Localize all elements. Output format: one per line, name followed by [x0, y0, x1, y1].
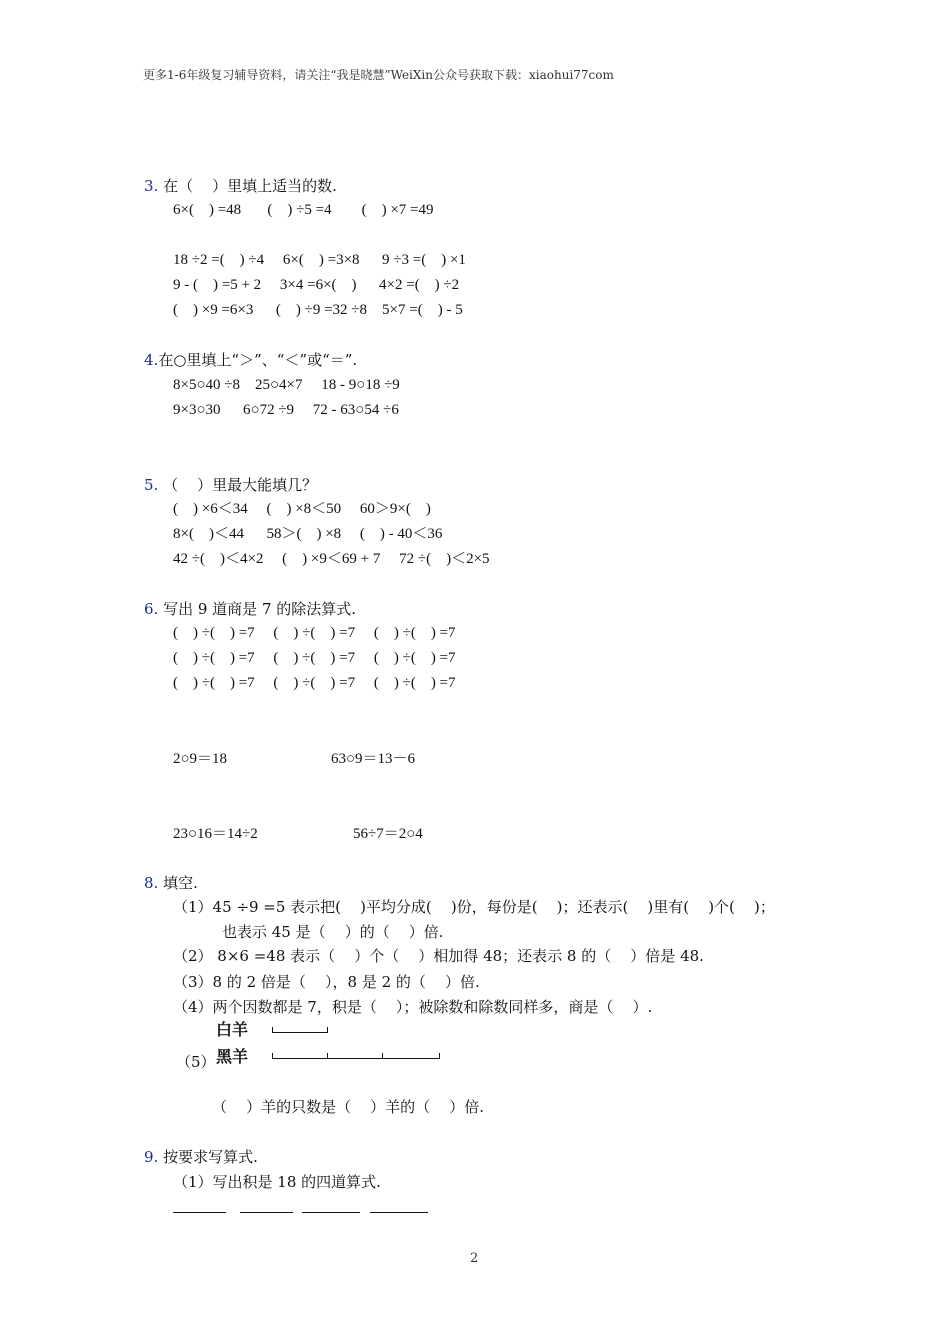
black-sheep-bar-3	[382, 1053, 440, 1059]
q8-line-5-label: （5）	[176, 1053, 216, 1071]
q8-line-4: （4）两个因数都是 7，积是（ ）；被除数和除数同样多，商是（ ）.	[173, 998, 653, 1016]
answer-blank-3[interactable]	[302, 1212, 360, 1213]
question-3-title: 3. 在（ ）里填上适当的数.	[144, 177, 337, 195]
q3-line-1: 6×( ) =48 ( ) ÷5 =4 ( ) ×7 =49	[173, 202, 434, 218]
black-sheep-bar-1	[272, 1053, 328, 1059]
question-9-number: 9.	[144, 1148, 159, 1166]
question-3-number: 3.	[144, 177, 159, 195]
q6-line-3: ( ) ÷( ) =7 ( ) ÷( ) =7 ( ) ÷( ) =7	[173, 675, 456, 691]
question-6-number: 6.	[144, 600, 159, 618]
question-8-number: 8.	[144, 874, 159, 892]
page-header: 更多1-6年级复习辅导资料，请关注“我是晓慧”WeiXin公众号获取下载：xiaohui77com	[143, 68, 614, 82]
question-4-title: 4.在○里填上“＞”、“＜”或“＝”.	[144, 351, 358, 369]
question-5-title: 5. （ ）里最大能填几？	[144, 476, 318, 494]
q8-line-2: （2） 8×6 =48 表示（ ）个（ ）相加得 48；还表示 8 的（ ）倍是 48.	[173, 947, 704, 965]
question-9-title: 9. 按要求写算式.	[144, 1148, 258, 1166]
question-4-number: 4.	[144, 351, 159, 369]
q8-line-1: （1）45 ÷9 =5 表示把( )平均分成( )份，每份是( )；还表示( )里有( )个( )；	[173, 898, 775, 916]
answer-blank-4[interactable]	[370, 1212, 428, 1213]
q8-line-1b: 也表示 45 是（ ）的（ ）倍.	[222, 923, 444, 941]
q8-line-3: （3）8 的 2 倍是（ ），8 是 2 的（ ）倍.	[173, 973, 480, 991]
page-number: 2	[470, 1251, 479, 1266]
q5-line-1: ( ) ×6＜34 ( ) ×8＜50 60＞9×( )	[173, 501, 431, 517]
q4-line-2: 9×3○30 6○72 ÷9 72 - 63○54 ÷6	[173, 402, 399, 418]
question-5-number: 5.	[144, 476, 159, 494]
white-sheep-bar	[272, 1027, 328, 1033]
q9-line-1: （1）写出积是 18 的四道算式.	[173, 1173, 381, 1191]
q3-line-4: ( ) ×9 =6×3 ( ) ÷9 =32 ÷8 5×7 =( ) - 5	[173, 302, 463, 318]
white-sheep-label: 白羊	[216, 1020, 249, 1039]
answer-blank-1[interactable]	[173, 1212, 226, 1213]
black-sheep-bar-2	[327, 1053, 383, 1059]
answer-blank-2[interactable]	[240, 1212, 293, 1213]
black-sheep-label: 黑羊	[216, 1047, 249, 1066]
q5-line-2: 8×( )＜44 58＞( ) ×8 ( ) - 40＜36	[173, 526, 443, 542]
q8-line-5b: （ ）羊的只数是（ ）羊的（ ）倍.	[212, 1098, 484, 1116]
q7-equation-b: 63○9＝13－6	[331, 751, 416, 767]
q4-line-1: 8×5○40 ÷8 25○4×7 18 - 9○18 ÷9	[173, 377, 400, 393]
q3-line-3: 9 - ( ) =5 + 2 3×4 =6×( ) 4×2 =( ) ÷2	[173, 277, 460, 293]
question-8-title: 8. 填空.	[144, 874, 198, 892]
q7-equation-a: 2○9＝18	[173, 751, 228, 767]
q6-line-2: ( ) ÷( ) =7 ( ) ÷( ) =7 ( ) ÷( ) =7	[173, 650, 456, 666]
q3-line-2: 18 ÷2 =( ) ÷4 6×( ) =3×8 9 ÷3 =( ) ×1	[173, 252, 466, 268]
q6-line-1: ( ) ÷( ) =7 ( ) ÷( ) =7 ( ) ÷( ) =7	[173, 625, 456, 641]
q5-line-3: 42 ÷( )＜4×2 ( ) ×9＜69 + 7 72 ÷( )＜2×5	[173, 551, 490, 567]
q7-equation-d: 56÷7＝2○4	[353, 826, 423, 842]
q7-equation-c: 23○16＝14÷2	[173, 826, 258, 842]
question-6-title: 6. 写出 9 道商是 7 的除法算式.	[144, 600, 357, 618]
